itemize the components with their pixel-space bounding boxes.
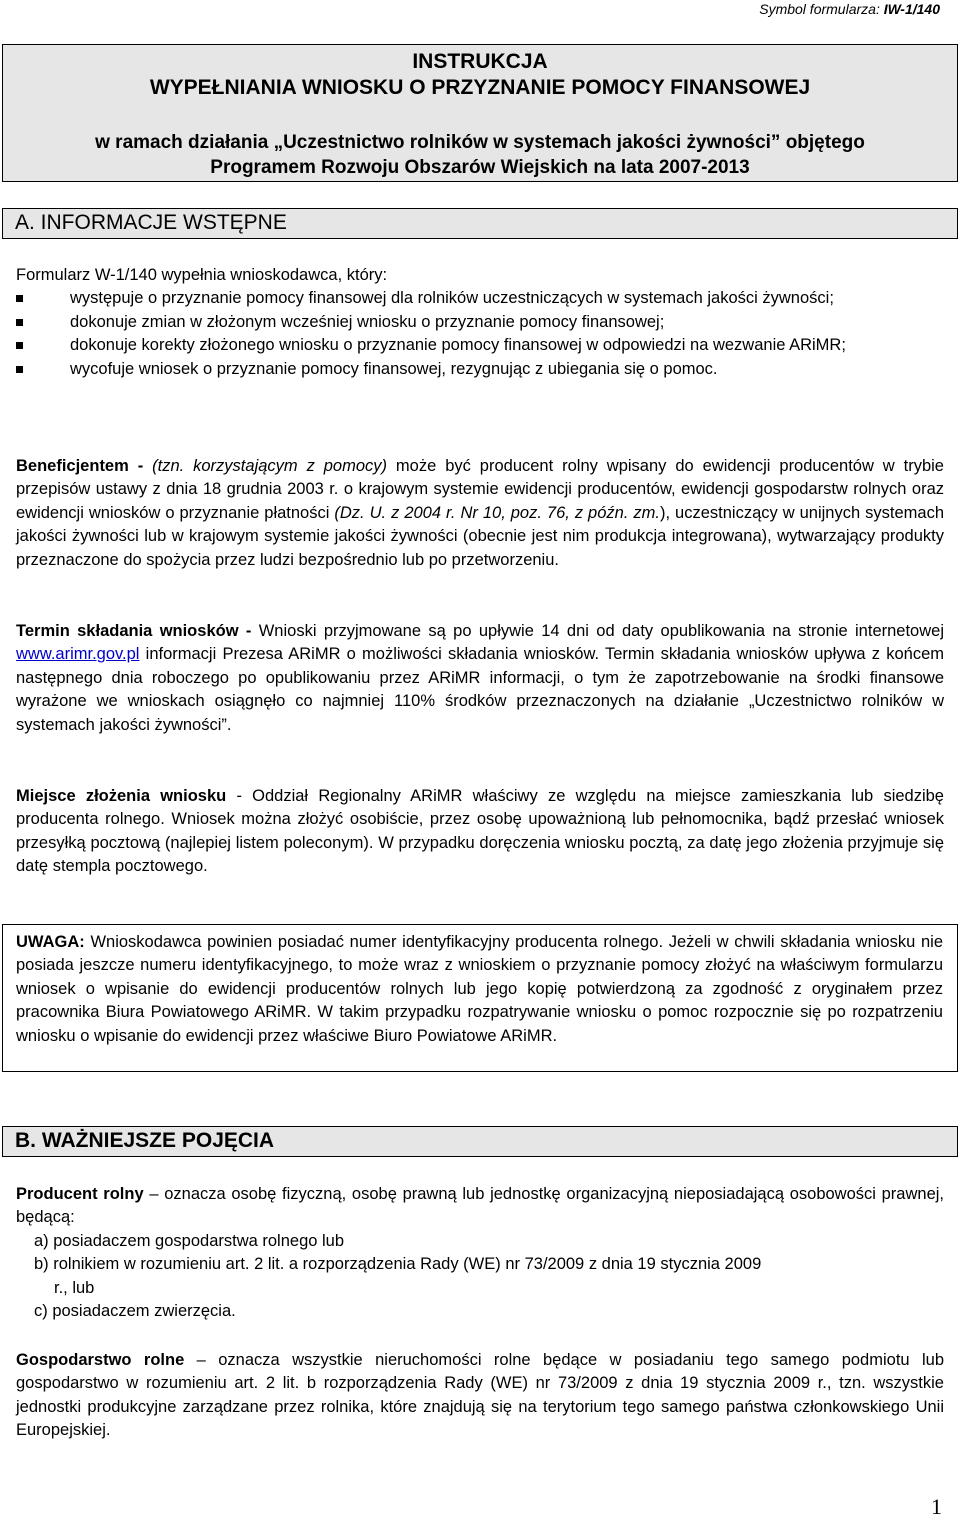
bullet-item: wycofuje wniosek o przyznanie pomocy finansowej, rezygnując z ubiegania się o pomoc. [16,358,944,381]
producent-text: – oznacza osobę fizyczną, osobę prawną lub jednostkę organizacyjną nieposiadającą osobowości prawnej, będącą: [16,1185,944,1227]
beneficjent-term: Beneficjentem - [16,457,144,475]
producent-paragraph [16,1183,944,1323]
list-item-continuation: r., lub [54,1278,95,1297]
list-item: a) posiadaczem gospodarstwa rolnego lub [34,1231,345,1250]
termin-paragraph [16,620,944,737]
miejsce-text: - Oddział Regionalny ARiMR właściwy ze względu na miejsce zamieszkania lub siedzibę producenta rolnego. Wniosek można złożyć osobiście, przez osobę upoważnioną lub pełnomocnika, bądź przesłać wniosek przesyłką pocztową (najlepiej listem poleconym). W przypadku doręczenia wniosku pocztą, za datę jego złożenia przyjmuje się datę stempla pocztowego. [16,787,944,876]
title-line-3a: w ramach działania „Uczestnictwo rolników w systemach jakości żywności” objętego [95,132,865,153]
applicant-bullet-list [16,287,944,381]
beneficjent-italic-2: (Dz. U. z 2004 r. Nr 10, poz. 76, z późn. zm. [334,503,660,522]
section-a-heading: A. INFORMACJE WSTĘPNE [2,208,958,239]
title-line-3b: Programem Rozwoju Obszarów Wiejskich na lata 2007-2013 [210,157,750,178]
section-b-heading: B. WAŻNIEJSZE POJĘCIA [2,1126,958,1157]
list-item: c) posiadaczem zwierzęcia. [34,1302,236,1321]
beneficjent-paragraph [16,455,944,572]
beneficjent-text-1: może być producent rolny wpisany do ewidencji producentów w trybie przepisów ustawy z dnia 18 grudnia 2003 r. o krajowym systemie ewidencji producentów, ewidencji gospodarstw rolnych oraz ewidencji wniosków o przyznanie płatności [16,457,944,522]
title-line-1: INSTRUKCJA [412,50,548,73]
termin-text-1: Wnioski przyjmowane są po upływie 14 dni od daty opublikowania na stronie internetowej [251,622,944,640]
gospodarstwo-text: – oznacza wszystkie nieruchomości rolne będące w posiadaniu tego samego podmiotu lub gospodarstwo w rozumieniu art. 2 lit. b rozporządzenia Rady (WE) nr 73/2009 z dnia 19 stycznia 2009 r., tzn. wszystkie jednostki produkcyjne zarządzane przez rolnika, które znajdują się na terytorium tego samego państwa członkowskiego Unii Europejskiej. [16,1351,944,1440]
form-symbol-label: Symbol formularza: [759,1,880,17]
uwaga-term: UWAGA: [16,933,85,951]
uwaga-notice-box [2,924,958,1072]
producent-items-list [16,1230,944,1324]
termin-term: Termin składania wniosków - [16,622,252,640]
title-line-3 [3,130,957,180]
producent-definition [16,1183,944,1230]
page-number: 1 [931,1494,942,1519]
gospodarstwo-paragraph [16,1349,944,1443]
form-symbol-code: IW-1/140 [883,1,940,17]
arimr-website-link[interactable]: www.arimr.gov.pl [16,645,140,664]
beneficjent-text-2: ), uczestniczący w unijnych systemach jakości żywności lub w krajowym systemie jakości żywności (obecnie jest nim produkcja integrowana), wytwarzający produkty przeznaczone do spożycia przez ludzi bezpośrednio lub po przetworzeniu. [16,503,944,569]
document-title-box [2,44,958,182]
section-a-intro: Formularz W-1/140 wypełnia wnioskodawca, który: [16,266,388,284]
gospodarstwo-term: Gospodarstwo rolne [16,1351,185,1369]
bullet-item: występuje o przyznanie pomocy finansowej dla rolników uczestniczących w systemach jakości żywności; [16,287,944,310]
producent-term: Producent rolny [16,1185,144,1203]
termin-text-2: informacji Prezesa ARiMR o możliwości składania wniosków. Termin składania wniosków upływa z końcem następnego dnia roboczego po opublikowaniu przez ARiMR informacji, o tym że zapotrzebowanie na środki finansowe wyrażone we wnioskach osiągnęło co najmniej 110% środków przeznaczonych na działanie „Uczestnictwo rolników w systemach jakości żywności”. [16,645,944,734]
form-symbol [759,0,940,18]
uwaga-text: Wnioskodawca powinien posiadać numer identyfikacyjny producenta rolnego. Jeżeli w chwili składania wniosku nie posiada jeszcze numeru identyfikacyjnego, to może wraz z wnioskiem o przyznanie pomocy złożyć na właściwym formularzu wniosek o wpisanie do ewidencji producentów rolnych lub jego kopię potwierdzoną za zgodność z oryginałem przez pracownika Biura Powiatowego ARiMR. W takim przypadku rozpatrywanie wniosku o pomoc rozpocznie się po rozpatrzeniu wniosku o wpisanie do ewidencji przez właściwe Biuro Powiatowe ARiMR. [16,933,943,1045]
miejsce-paragraph [16,785,944,879]
bullet-item: dokonuje korekty złożonego wniosku o przyznanie pomocy finansowej w odpowiedzi na wezwanie ARiMR; [16,334,944,357]
title-line-2: WYPEŁNIANIA WNIOSKU O PRZYZNANIE POMOCY FINANSOWEJ [149,76,811,99]
miejsce-term: Miejsce złożenia wniosku [16,787,227,805]
beneficjent-italic-1: (tzn. korzystającym z pomocy) [143,457,388,475]
bullet-item: dokonuje zmian w złożonym wcześniej wniosku o przyznanie pomocy finansowej; [16,311,944,334]
section-a-intro-block [16,264,944,381]
list-item: b) rolnikiem w rozumieniu art. 2 lit. a rozporządzenia Rady (WE) nr 73/2009 z dnia 19 stycznia 2009 [34,1255,762,1274]
